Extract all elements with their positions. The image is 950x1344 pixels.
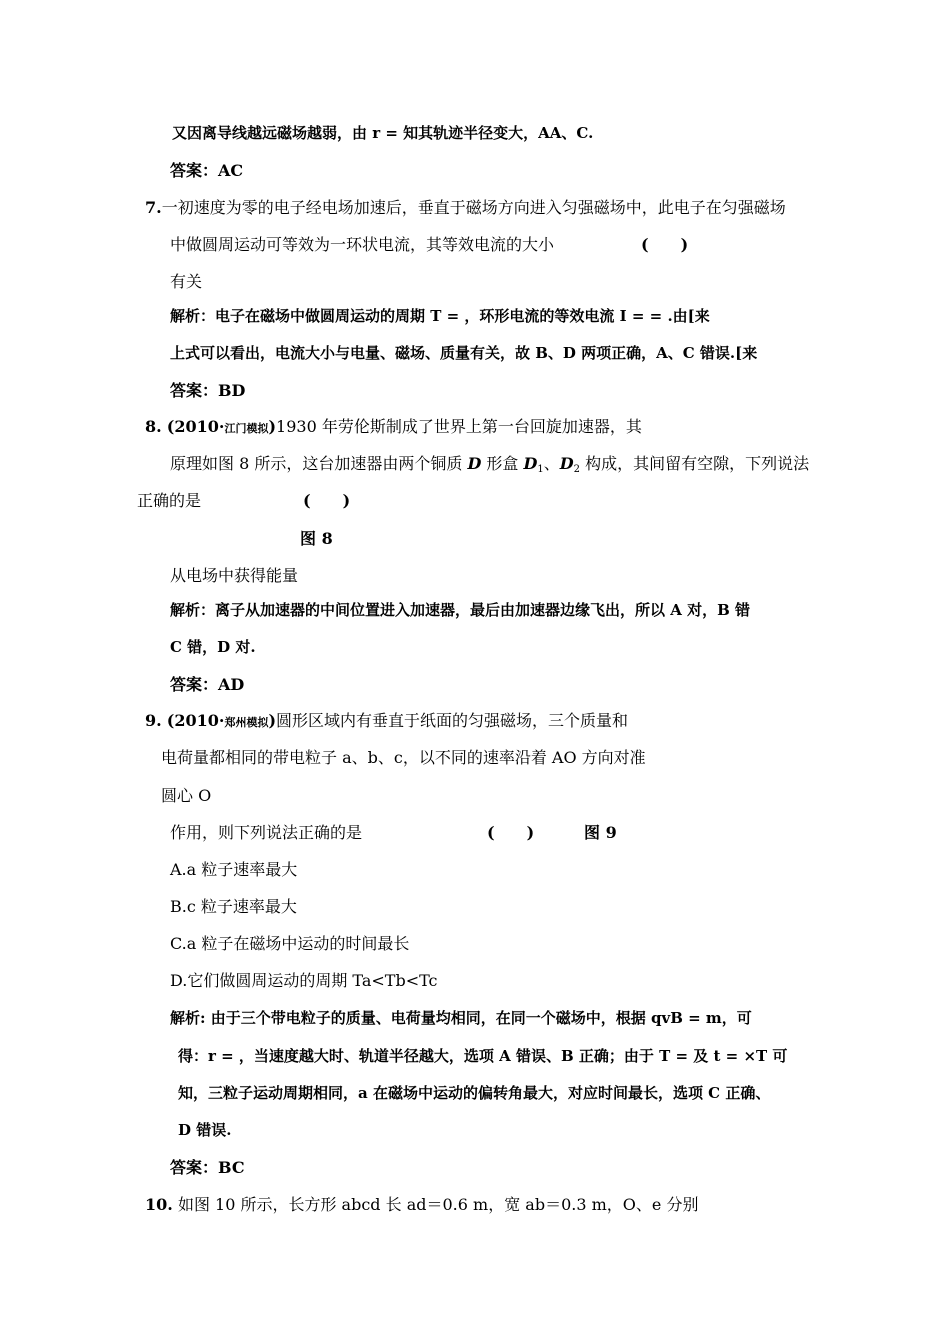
- q8-d2-symbol: D: [559, 454, 574, 473]
- q8-source-close: ): [268, 417, 277, 436]
- q8-d2-subscript: 2: [573, 464, 581, 475]
- q8-stem-line-1: [145, 416, 642, 440]
- q9-stem-line-1: [145, 710, 628, 734]
- q9-stem-1: 圆形区域内有垂直于纸面的匀强磁场，三个质量和: [276, 711, 629, 730]
- q8-stem-2c: 构成，其间留有空隙，下列说法: [580, 454, 810, 473]
- q7-analysis-label: 解析：: [170, 307, 216, 325]
- q8-stem-1: 1930 年劳伦斯制成了世界上第一台回旋加速器，其: [276, 417, 642, 436]
- q9-analysis-label: 解析:: [170, 1009, 206, 1027]
- q8-analysis-line-2: C 错，D 对.: [170, 638, 256, 656]
- q8-stem-line-3: 正确的是: [137, 491, 202, 510]
- q6-analysis-line: 又因离导线越远磁场越弱，由 r = 知其轨迹半径变大，AA、C.: [172, 124, 594, 142]
- q10-number: 10.: [145, 1195, 173, 1214]
- q7-analysis-text-1: 电子在磁场中做圆周运动的周期 T = ，环形电流的等效电流 I = = .由[来: [215, 307, 710, 325]
- q8-d-symbol: D: [467, 454, 482, 473]
- q9-answer-bracket: ( ): [487, 823, 535, 842]
- q10-stem-1: 如图 10 所示，长方形 abcd 长 ad＝0.6 m，宽 ab＝0.3 m，O、e 分别: [177, 1195, 699, 1214]
- q7-option: 有关: [170, 272, 203, 291]
- q8-analysis-text-1: 离子从加速器的中间位置进入加速器，最后由加速器边缘飞出，所以 A 对，B 错: [215, 601, 751, 619]
- q8-number: 8.: [145, 417, 162, 436]
- q8-d1-subscript: 1: [537, 464, 544, 475]
- q6-answer: 答案：AC: [170, 161, 244, 180]
- q7-stem-line-1: [145, 197, 786, 219]
- q8-d1-symbol: D: [523, 454, 538, 473]
- q8-source: 江门模拟: [224, 422, 269, 435]
- q8-source-open: (2010·: [166, 417, 225, 436]
- q7-stem-1: 一初速度为零的电子经电场加速后，垂直于磁场方向进入匀强磁场中，此电子在匀强磁场: [161, 198, 786, 217]
- q9-stem-line-3: 圆心 O: [161, 786, 212, 805]
- q9-stem-line-2: 电荷量都相同的带电粒子 a、b、c，以不同的速率沿着 AO 方向对准: [161, 748, 646, 767]
- q9-analysis-text-1: 由于三个带电粒子的质量、电荷量均相同，在同一个磁场中，根据 qvB = m，可: [210, 1009, 752, 1027]
- q7-analysis-line-2: 上式可以看出，电流大小与电量、磁场、质量有关，故 B、D 两项正确，A、C 错误.[来: [170, 344, 758, 362]
- q7-stem-line-2: 中做圆周运动可等效为一环状电流，其等效电流的大小: [170, 235, 555, 254]
- q10-stem-line-1: [145, 1194, 698, 1216]
- q8-stem-2a: 原理如图 8 所示，这台加速器由两个铜质: [170, 454, 468, 473]
- q9-figure-caption: 图 9: [584, 823, 617, 842]
- q9-source-close: ): [268, 711, 277, 730]
- q9-analysis-line-4: D 错误.: [178, 1121, 232, 1139]
- q9-number: 9.: [145, 711, 162, 730]
- q8-figure-caption: 图 8: [300, 529, 333, 548]
- q9-analysis-line-1: [170, 1007, 752, 1029]
- q8-answer: 答案：AD: [170, 675, 245, 694]
- q9-stem-line-4: 作用，则下列说法正确的是: [170, 823, 363, 842]
- q8-analysis-label: 解析：: [170, 601, 216, 619]
- q7-answer-bracket: ( ): [641, 235, 689, 254]
- q7-answer: 答案：BD: [170, 381, 246, 400]
- q9-option-d: D.它们做圆周运动的周期 Ta<Tb<Tc: [170, 971, 438, 990]
- q9-option-c: C.a 粒子在磁场中运动的时间最长: [170, 934, 410, 953]
- q8-analysis-line-1: [170, 599, 750, 621]
- q8-option: 从电场中获得能量: [170, 566, 299, 585]
- q9-option-b: B.c 粒子速率最大: [170, 897, 297, 916]
- q8-stem-2b: 形盒: [481, 454, 524, 473]
- q7-number: 7.: [145, 198, 162, 217]
- q9-source-open: (2010·: [166, 711, 225, 730]
- q9-analysis-line-2: 得：r = ，当速度越大时、轨道半径越大，选项 A 错误、B 正确；由于 T = 及 t = ×T 可: [178, 1047, 788, 1065]
- q8-answer-bracket: ( ): [303, 491, 351, 510]
- q9-answer: 答案：BC: [170, 1158, 245, 1177]
- q8-stem-line-2: [170, 453, 809, 481]
- q8-separator: 、: [543, 454, 560, 473]
- q7-analysis-line-1: [170, 305, 710, 327]
- q9-analysis-line-3: 知，三粒子运动周期相同，a 在磁场中运动的偏转角最大，对应时间最长，选项 C 正确、: [178, 1084, 771, 1102]
- q9-option-a: A.a 粒子速率最大: [170, 860, 298, 879]
- q9-source: 郑州模拟: [224, 716, 269, 729]
